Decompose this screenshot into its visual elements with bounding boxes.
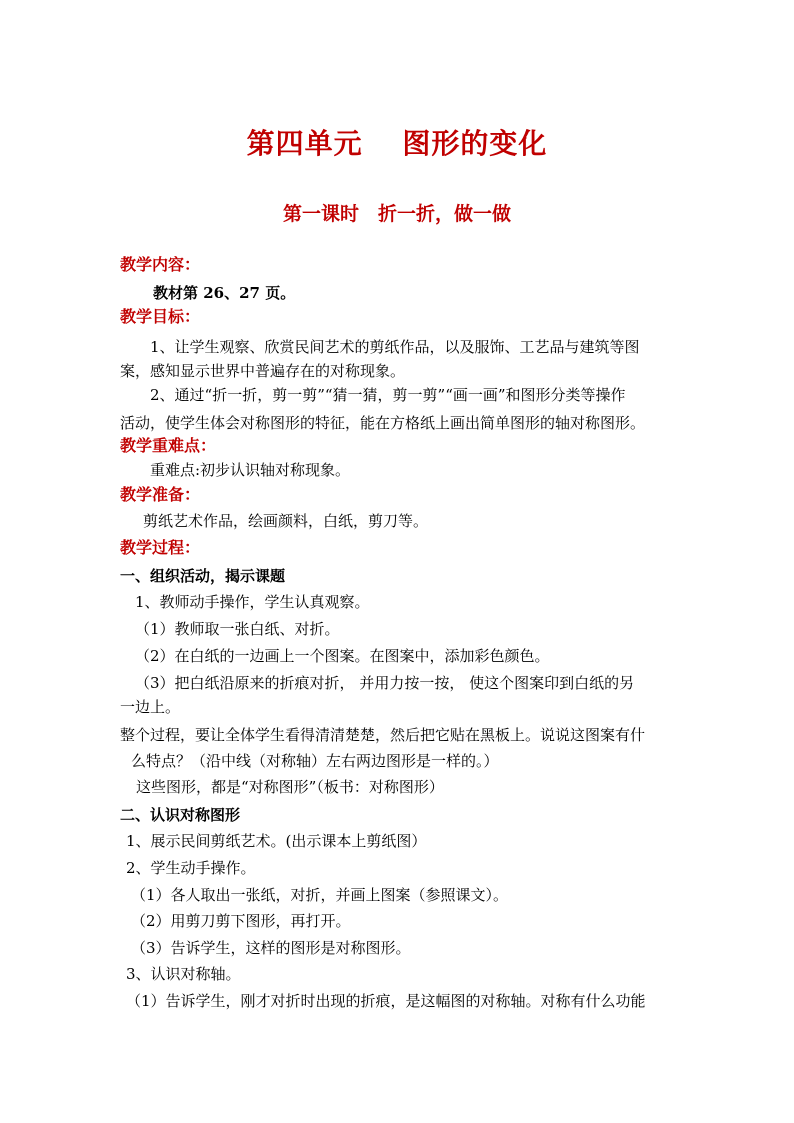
difficulty-text: 重难点:初步认识轴对称现象。	[150, 461, 351, 479]
content-heading: 教学内容：	[120, 255, 201, 274]
lesson-subtitle: 第一课时 折一折，做一做	[282, 203, 511, 225]
part-1-paragraph-line-2: 么特点？（沿中线（对称轴）左右两边图形是一样的。）	[131, 752, 499, 770]
part-2-step-3-1: （1）告诉学生，刚才对折时出现的折痕，是这幅图的对称轴。对称有什么功能	[126, 992, 646, 1010]
goal-1-line-2: 案，感知显示世界中普遍存在的对称现象。	[120, 362, 406, 380]
part-2-step-3: 3、认识对称轴。	[126, 965, 241, 983]
part-1-step-1-2: （2）在白纸的一边画上一个图案。在图案中，添加彩色颜色。	[135, 647, 550, 665]
preparation-text: 剪纸艺术作品，绘画颜料，白纸，剪刀等。	[143, 512, 429, 530]
part-2-heading: 二、认识对称图形	[120, 806, 241, 824]
goals-heading: 教学目标：	[120, 307, 201, 326]
part-1-paragraph-line-1: 整个过程，要让全体学生看得清清楚楚，然后把它贴在黑板上。说说这图案有什	[120, 726, 646, 744]
part-1-paragraph-line-3: 这些图形，都是“对称图形”（板书：对称图形）	[136, 778, 444, 796]
part-1-step-1-1: （1）教师取一张白纸、对折。	[135, 620, 340, 638]
unit-title: 第四单元 图形的变化	[246, 127, 548, 160]
part-2-step-1: 1、展示民间剪纸艺术。(出示课本上剪纸图）	[126, 832, 427, 850]
part-1-heading: 一、组织活动，揭示课题	[120, 567, 286, 585]
goal-2-line-2: 活动，使学生体会对称图形的特征，能在方格纸上画出简单图形的轴对称图形。	[120, 414, 646, 432]
goal-1-line-1: 1、让学生观察、欣赏民间艺术的剪纸作品，以及服饰、工艺品与建筑等图	[150, 338, 640, 356]
part-2-step-2-3: （3）告诉学生，这样的图形是对称图形。	[131, 939, 411, 957]
difficulty-heading: 教学重难点：	[120, 436, 217, 455]
process-heading: 教学过程：	[120, 538, 201, 557]
content-text: 教材第 26、27 页。	[153, 284, 296, 302]
part-1-step-1-3-line-2: 一边上。	[120, 698, 181, 716]
part-2-step-2-2: （2）用剪刀剪下图形，再打开。	[131, 912, 351, 930]
part-2-step-2: 2、学生动手操作。	[126, 859, 256, 877]
part-1-step-1: 1、教师动手操作，学生认真观察。	[135, 593, 370, 611]
part-2-step-2-1: （1）各人取出一张纸，对折，并画上图案（参照课文）。	[131, 886, 509, 904]
part-1-step-1-3-line-1: （3）把白纸沿原来的折痕对折， 并用力按一按， 使这个图案印到白纸的另	[135, 674, 635, 692]
preparation-heading: 教学准备：	[120, 485, 201, 504]
goal-2-line-1: 2、通过“折一折，剪一剪”“猜一猜，剪一剪”“画一画”和图形分类等操作	[150, 386, 626, 404]
